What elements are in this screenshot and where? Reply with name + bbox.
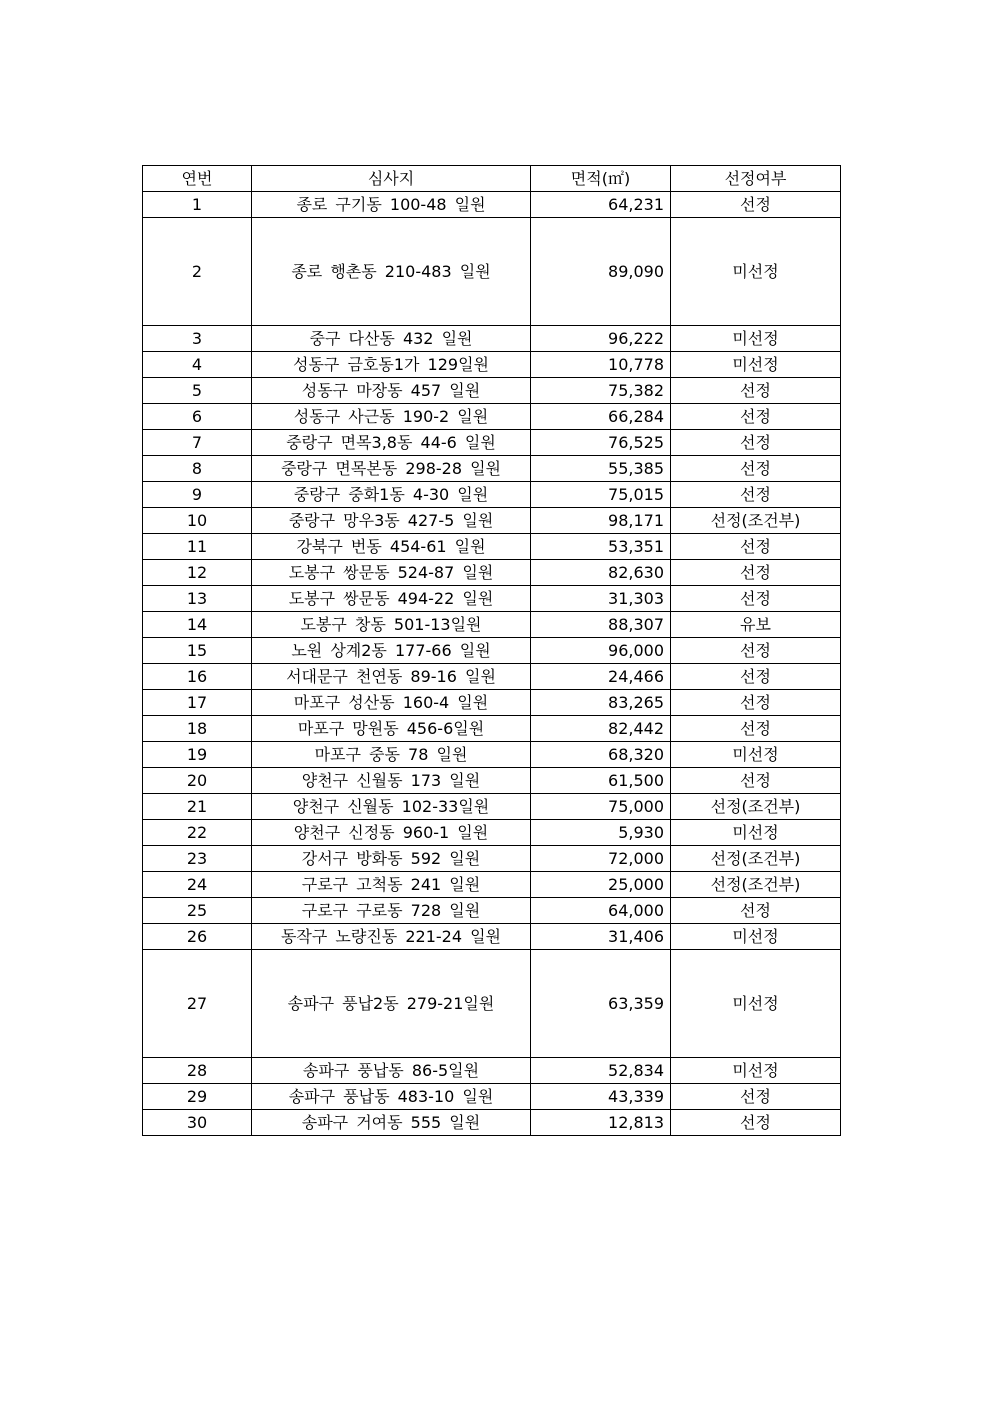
cell-no: 18 bbox=[143, 716, 252, 742]
cell-no: 12 bbox=[143, 560, 252, 586]
cell-area: 5,930 bbox=[531, 820, 671, 846]
cell-selected: 선정 bbox=[671, 534, 841, 560]
table-row bbox=[143, 898, 841, 924]
cell-no: 4 bbox=[143, 352, 252, 378]
table-row bbox=[143, 586, 841, 612]
table-row bbox=[143, 794, 841, 820]
cell-site: 동작구 노량진동 221-24 일원 bbox=[252, 924, 531, 950]
cell-selected: 미선정 bbox=[671, 742, 841, 768]
cell-no: 28 bbox=[143, 1058, 252, 1084]
cell-area: 68,320 bbox=[531, 742, 671, 768]
cell-site: 종로 구기동 100-48 일원 bbox=[252, 192, 531, 218]
cell-site: 도봉구 쌍문동 494-22 일원 bbox=[252, 586, 531, 612]
cell-no: 17 bbox=[143, 690, 252, 716]
cell-no: 23 bbox=[143, 846, 252, 872]
cell-site: 중랑구 면목본동 298-28 일원 bbox=[252, 456, 531, 482]
cell-selected: 선정 bbox=[671, 456, 841, 482]
table-row bbox=[143, 430, 841, 456]
table-row bbox=[143, 378, 841, 404]
cell-no: 15 bbox=[143, 638, 252, 664]
cell-no: 13 bbox=[143, 586, 252, 612]
table-row bbox=[143, 638, 841, 664]
cell-site: 도봉구 창동 501-13일원 bbox=[252, 612, 531, 638]
cell-selected: 선정 bbox=[671, 378, 841, 404]
cell-area: 96,222 bbox=[531, 326, 671, 352]
cell-site: 마포구 망원동 456-6일원 bbox=[252, 716, 531, 742]
cell-no: 3 bbox=[143, 326, 252, 352]
cell-selected: 미선정 bbox=[671, 352, 841, 378]
cell-no: 14 bbox=[143, 612, 252, 638]
cell-no: 9 bbox=[143, 482, 252, 508]
cell-selected: 선정 bbox=[671, 404, 841, 430]
cell-no: 30 bbox=[143, 1110, 252, 1136]
cell-no: 22 bbox=[143, 820, 252, 846]
cell-selected: 선정 bbox=[671, 690, 841, 716]
header-row bbox=[143, 166, 841, 192]
cell-area: 31,406 bbox=[531, 924, 671, 950]
cell-no: 19 bbox=[143, 742, 252, 768]
cell-site: 구로구 구로동 728 일원 bbox=[252, 898, 531, 924]
cell-site: 강북구 번동 454-61 일원 bbox=[252, 534, 531, 560]
cell-area: 76,525 bbox=[531, 430, 671, 456]
table-row bbox=[143, 192, 841, 218]
cell-site: 마포구 중동 78 일원 bbox=[252, 742, 531, 768]
cell-area: 83,265 bbox=[531, 690, 671, 716]
cell-area: 43,339 bbox=[531, 1084, 671, 1110]
cell-site: 중랑구 면목3,8동 44-6 일원 bbox=[252, 430, 531, 456]
cell-site: 성동구 금호동1가 129일원 bbox=[252, 352, 531, 378]
cell-site: 중구 다산동 432 일원 bbox=[252, 326, 531, 352]
table-row bbox=[143, 560, 841, 586]
cell-area: 61,500 bbox=[531, 768, 671, 794]
cell-no: 21 bbox=[143, 794, 252, 820]
cell-selected: 선정 bbox=[671, 768, 841, 794]
cell-no: 25 bbox=[143, 898, 252, 924]
cell-area: 52,834 bbox=[531, 1058, 671, 1084]
cell-site: 양천구 신월동 102-33일원 bbox=[252, 794, 531, 820]
cell-area: 53,351 bbox=[531, 534, 671, 560]
cell-area: 75,382 bbox=[531, 378, 671, 404]
cell-no: 2 bbox=[143, 218, 252, 326]
cell-selected: 미선정 bbox=[671, 1058, 841, 1084]
cell-no: 6 bbox=[143, 404, 252, 430]
site-selection-table bbox=[142, 165, 841, 1136]
table-row bbox=[143, 508, 841, 534]
table-row bbox=[143, 1058, 841, 1084]
cell-site: 서대문구 천연동 89-16 일원 bbox=[252, 664, 531, 690]
cell-selected: 선정 bbox=[671, 1084, 841, 1110]
table-row bbox=[143, 404, 841, 430]
cell-selected: 유보 bbox=[671, 612, 841, 638]
cell-area: 31,303 bbox=[531, 586, 671, 612]
cell-site: 양천구 신월동 173 일원 bbox=[252, 768, 531, 794]
table-row bbox=[143, 716, 841, 742]
cell-no: 20 bbox=[143, 768, 252, 794]
cell-area: 75,000 bbox=[531, 794, 671, 820]
cell-selected: 선정 bbox=[671, 664, 841, 690]
cell-area: 82,630 bbox=[531, 560, 671, 586]
header-no: 연번 bbox=[143, 166, 252, 192]
cell-site: 송파구 풍납동 483-10 일원 bbox=[252, 1084, 531, 1110]
cell-area: 66,284 bbox=[531, 404, 671, 430]
table-row bbox=[143, 612, 841, 638]
cell-selected: 선정 bbox=[671, 898, 841, 924]
cell-selected: 선정 bbox=[671, 560, 841, 586]
cell-site: 종로 행촌동 210-483 일원 bbox=[252, 218, 531, 326]
cell-no: 16 bbox=[143, 664, 252, 690]
cell-no: 26 bbox=[143, 924, 252, 950]
cell-selected: 선정 bbox=[671, 430, 841, 456]
cell-selected: 선정(조건부) bbox=[671, 794, 841, 820]
cell-area: 98,171 bbox=[531, 508, 671, 534]
cell-no: 11 bbox=[143, 534, 252, 560]
table-row bbox=[143, 482, 841, 508]
cell-site: 송파구 풍납2동 279-21일원 bbox=[252, 950, 531, 1058]
table-row bbox=[143, 456, 841, 482]
cell-site: 성동구 마장동 457 일원 bbox=[252, 378, 531, 404]
cell-area: 25,000 bbox=[531, 872, 671, 898]
table-row bbox=[143, 690, 841, 716]
cell-area: 89,090 bbox=[531, 218, 671, 326]
cell-area: 10,778 bbox=[531, 352, 671, 378]
table-row bbox=[143, 768, 841, 794]
table-row bbox=[143, 950, 841, 1058]
cell-site: 성동구 사근동 190-2 일원 bbox=[252, 404, 531, 430]
cell-no: 1 bbox=[143, 192, 252, 218]
table-row bbox=[143, 664, 841, 690]
cell-selected: 미선정 bbox=[671, 326, 841, 352]
table-row bbox=[143, 820, 841, 846]
cell-selected: 미선정 bbox=[671, 218, 841, 326]
cell-no: 27 bbox=[143, 950, 252, 1058]
cell-site: 중랑구 망우3동 427-5 일원 bbox=[252, 508, 531, 534]
cell-selected: 선정 bbox=[671, 1110, 841, 1136]
header-area: 면적(㎡) bbox=[531, 166, 671, 192]
cell-selected: 미선정 bbox=[671, 924, 841, 950]
table-row bbox=[143, 1084, 841, 1110]
table-row bbox=[143, 924, 841, 950]
cell-no: 7 bbox=[143, 430, 252, 456]
header-site: 심사지 bbox=[252, 166, 531, 192]
cell-no: 10 bbox=[143, 508, 252, 534]
header-selected: 선정여부 bbox=[671, 166, 841, 192]
cell-selected: 선정 bbox=[671, 482, 841, 508]
cell-area: 12,813 bbox=[531, 1110, 671, 1136]
cell-site: 강서구 방화동 592 일원 bbox=[252, 846, 531, 872]
cell-no: 5 bbox=[143, 378, 252, 404]
cell-site: 구로구 고척동 241 일원 bbox=[252, 872, 531, 898]
cell-selected: 미선정 bbox=[671, 820, 841, 846]
cell-site: 양천구 신정동 960-1 일원 bbox=[252, 820, 531, 846]
cell-area: 72,000 bbox=[531, 846, 671, 872]
cell-area: 63,359 bbox=[531, 950, 671, 1058]
cell-selected: 선정 bbox=[671, 192, 841, 218]
cell-selected: 선정(조건부) bbox=[671, 846, 841, 872]
cell-area: 55,385 bbox=[531, 456, 671, 482]
cell-site: 중랑구 중화1동 4-30 일원 bbox=[252, 482, 531, 508]
cell-area: 64,231 bbox=[531, 192, 671, 218]
cell-area: 82,442 bbox=[531, 716, 671, 742]
cell-area: 64,000 bbox=[531, 898, 671, 924]
cell-site: 도봉구 쌍문동 524-87 일원 bbox=[252, 560, 531, 586]
table-row bbox=[143, 326, 841, 352]
cell-selected: 미선정 bbox=[671, 950, 841, 1058]
cell-selected: 선정 bbox=[671, 638, 841, 664]
cell-site: 노원 상계2동 177-66 일원 bbox=[252, 638, 531, 664]
cell-area: 96,000 bbox=[531, 638, 671, 664]
cell-no: 29 bbox=[143, 1084, 252, 1110]
cell-area: 75,015 bbox=[531, 482, 671, 508]
table-row bbox=[143, 352, 841, 378]
table-row bbox=[143, 846, 841, 872]
cell-selected: 선정 bbox=[671, 716, 841, 742]
cell-no: 8 bbox=[143, 456, 252, 482]
table-row bbox=[143, 1110, 841, 1136]
cell-area: 88,307 bbox=[531, 612, 671, 638]
table-row bbox=[143, 872, 841, 898]
cell-site: 마포구 성산동 160-4 일원 bbox=[252, 690, 531, 716]
table-row bbox=[143, 218, 841, 326]
cell-no: 24 bbox=[143, 872, 252, 898]
cell-selected: 선정(조건부) bbox=[671, 508, 841, 534]
cell-site: 송파구 풍납동 86-5일원 bbox=[252, 1058, 531, 1084]
cell-site: 송파구 거여동 555 일원 bbox=[252, 1110, 531, 1136]
table-row bbox=[143, 534, 841, 560]
cell-area: 24,466 bbox=[531, 664, 671, 690]
cell-selected: 선정 bbox=[671, 586, 841, 612]
cell-selected: 선정(조건부) bbox=[671, 872, 841, 898]
table-row bbox=[143, 742, 841, 768]
